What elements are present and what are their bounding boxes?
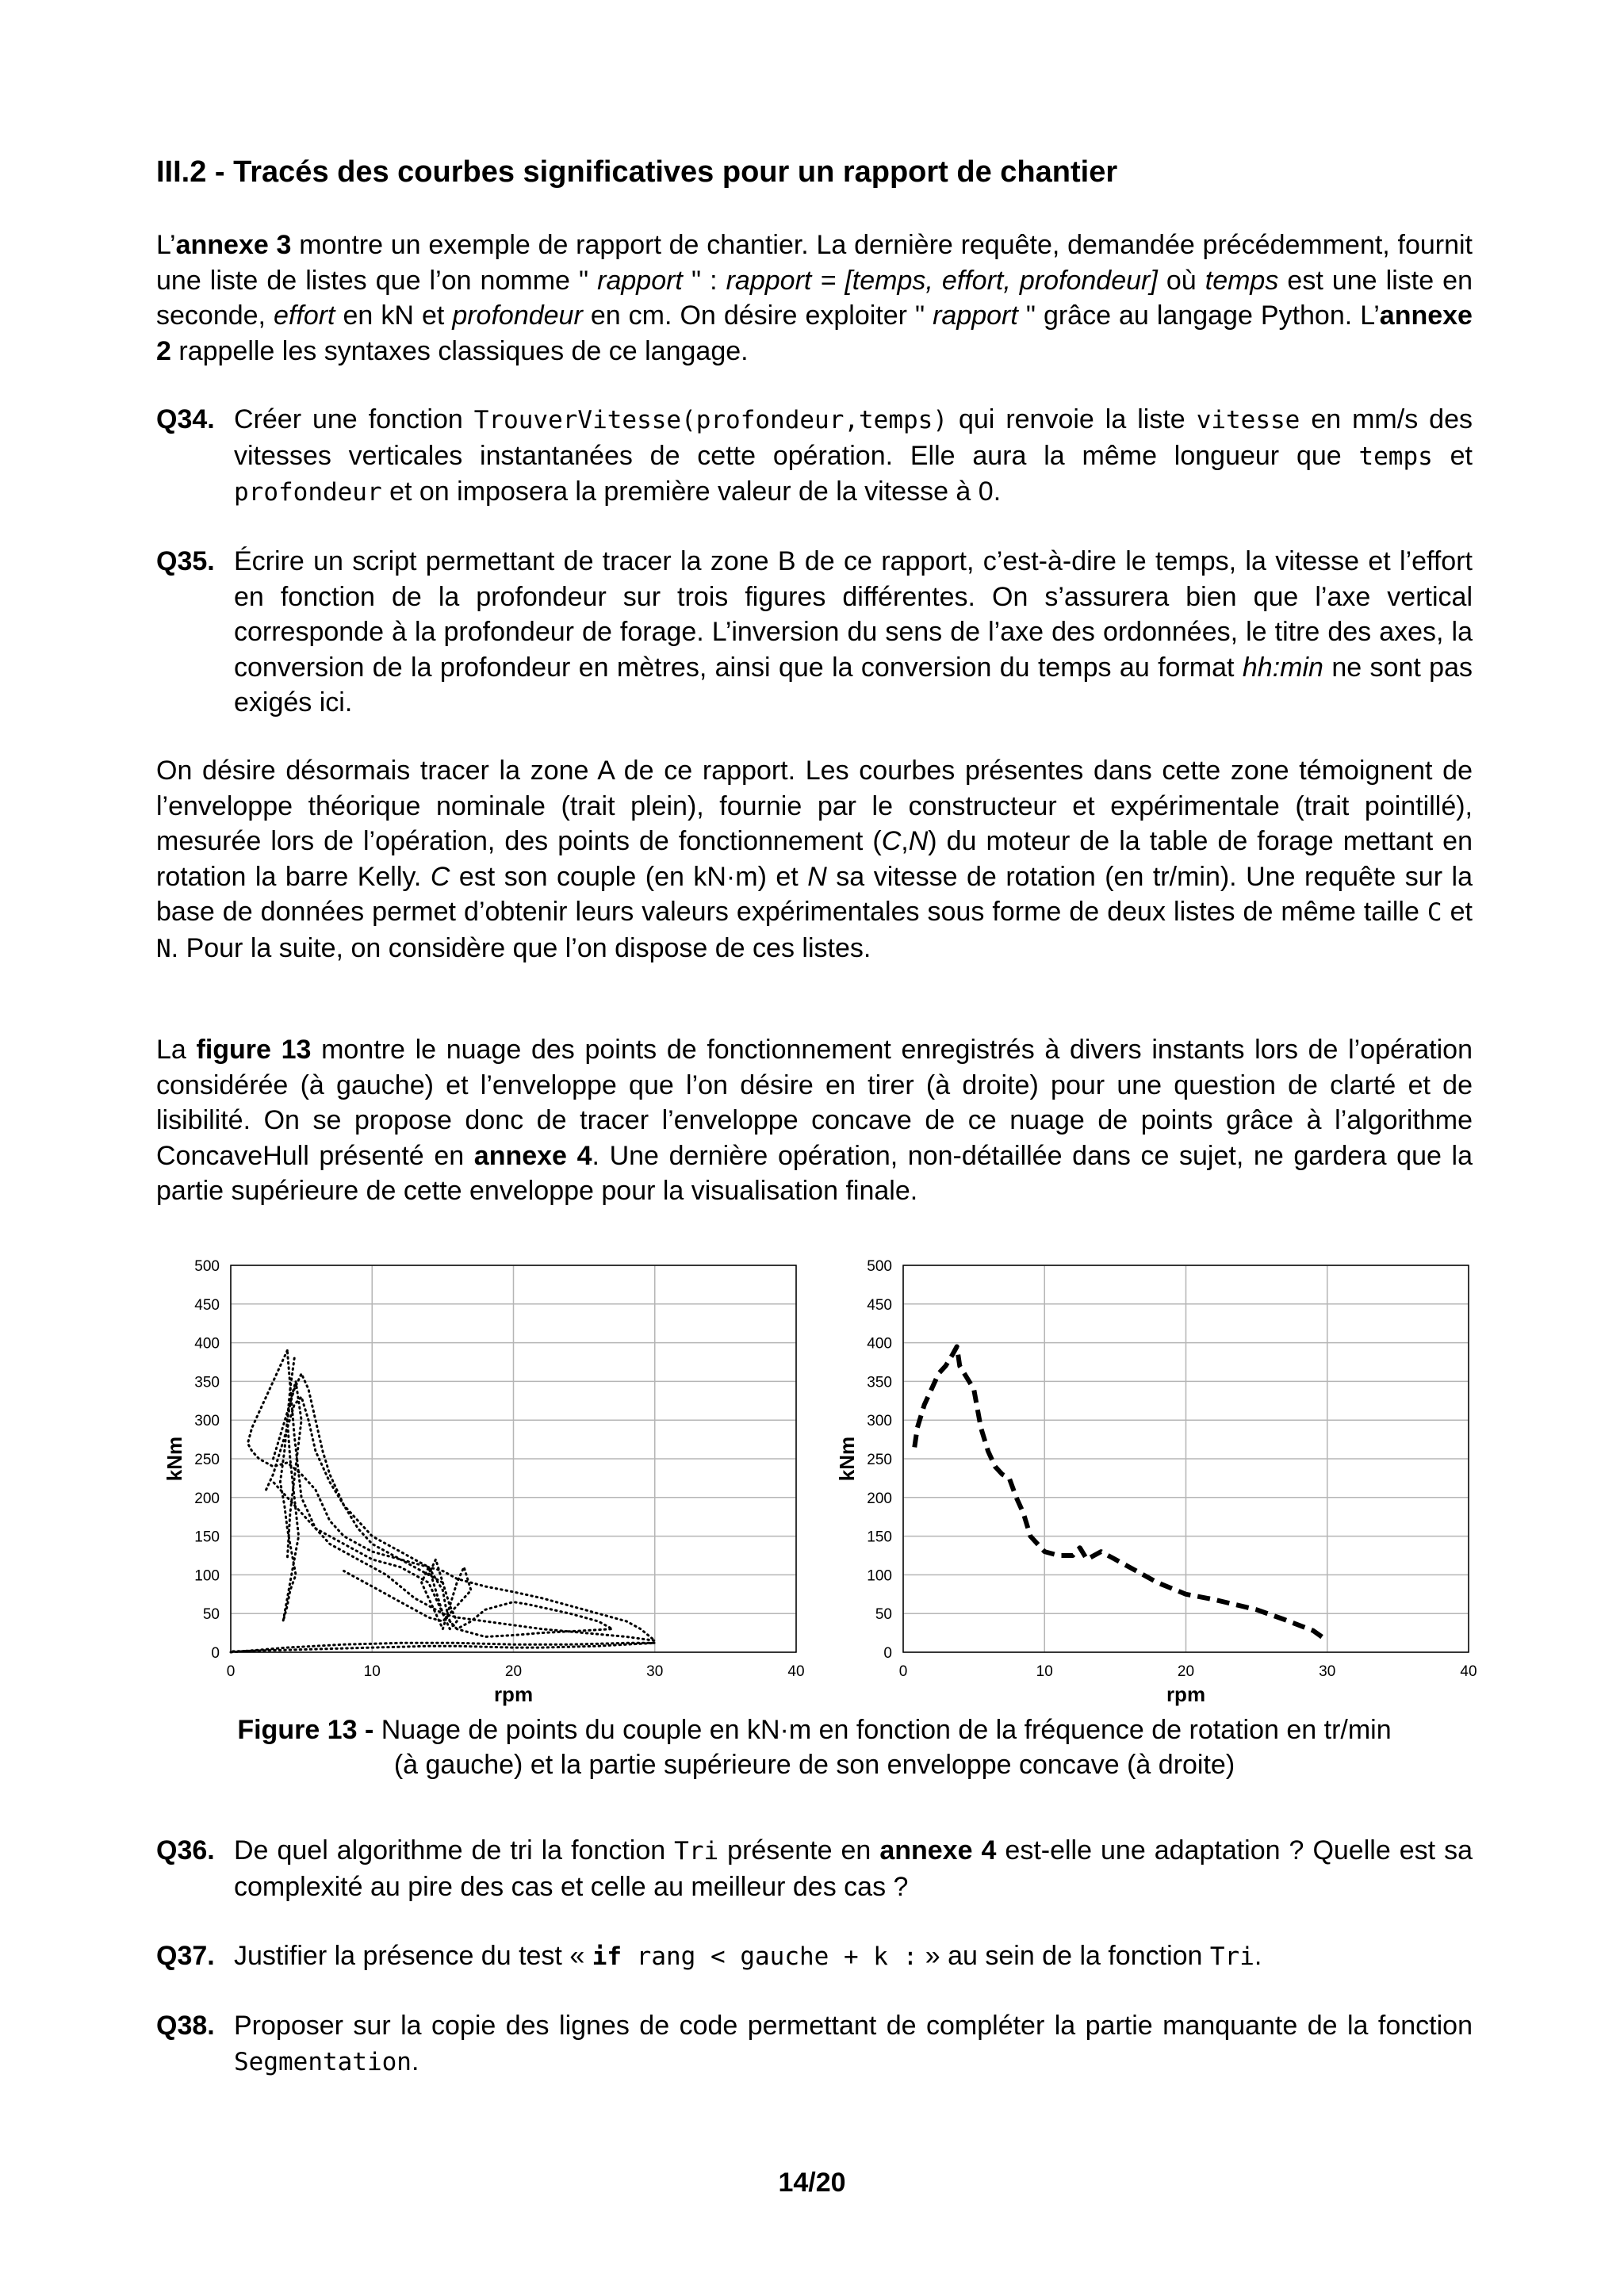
text: montre le nuage des points de fonctionnement enregistrés à divers instants lors de l’opération considérée (à gauche) et l’enveloppe que l’on désire en tirer (à droite) pour une question de clarté et de lisibilité. On se propose donc de tracer l’enveloppe concave de ce nuage de points grâce à l’algorithme ConcaveHull présenté en xyxy=(156,1035,1473,1171)
question-q35 xyxy=(156,544,1473,721)
y-tick-label: 300 xyxy=(194,1413,220,1430)
text: . Pour la suite, on considère que l’on dispose de ces listes. xyxy=(170,932,871,963)
term: temps xyxy=(1205,265,1279,296)
x-tick-label: 0 xyxy=(898,1663,908,1680)
x-tick-label: 20 xyxy=(504,1663,523,1680)
question-q37 xyxy=(156,1938,1473,1975)
y-tick-label: 150 xyxy=(194,1529,220,1546)
chart-1 xyxy=(163,1258,805,1706)
text: L’ xyxy=(156,230,176,260)
y-tick-label: 400 xyxy=(867,1335,892,1353)
y-tick-label: 0 xyxy=(211,1645,220,1662)
y-tick-label: 200 xyxy=(867,1490,892,1507)
term: rapport xyxy=(597,265,683,296)
code: Segmentation xyxy=(234,2047,412,2076)
caption-line-2: (à gauche) et la partie supérieure de son enveloppe concave (à droite) xyxy=(393,1750,1235,1780)
annexe-ref: annexe 4 xyxy=(879,1835,997,1866)
code: TrouverVitesse(profondeur,temps) xyxy=(473,406,948,434)
text: " : xyxy=(682,265,726,296)
x-tick-label: 30 xyxy=(646,1663,664,1680)
section-title: III.2 - Tracés des courbes significatives pour un rapport de chantier xyxy=(156,155,1118,189)
y-axis-label: kNm xyxy=(835,1436,859,1482)
text: Justifier la présence du test « xyxy=(234,1941,592,1971)
text: et on imposera la première valeur de la vitesse à 0. xyxy=(381,476,1002,507)
question-number: Q36. xyxy=(156,1835,215,1866)
annexe-ref: annexe 4 xyxy=(473,1140,592,1171)
question-q36 xyxy=(156,1833,1473,1904)
x-tick-label: 30 xyxy=(1319,1663,1336,1680)
code-keyword: if xyxy=(592,1942,622,1971)
y-axis-label: kNm xyxy=(163,1436,186,1482)
text: est une liste en seconde, xyxy=(156,265,1473,331)
text: On désire désormais tracer la zone A de ce rapport. Les courbes présentes dans cette zone témoignent de l’enveloppe théorique nominale (trait plein), fournie par le constructeur et expérimentale (trait pointillé), mesurée lors de l’opération, des points de fonctionnement ( xyxy=(156,756,1473,856)
x-tick-label: 40 xyxy=(1460,1663,1477,1680)
text: Écrire un script permettant de tracer la zone B de ce rapport, c’est-à-dire le temps, la vitesse et l’effort en fonction de la profondeur sur trois figures différentes. On s’assurera bien que l’axe vertical corresponde à la profondeur de forage. L’inversion du sens de l’axe des ordonnées, le titre des axes, la conversion de la profondeur en mètres, ainsi que la conversion du temps au format xyxy=(234,546,1473,683)
code: C xyxy=(1427,898,1442,927)
text: en mm/s des vitesses verticales instantanées de cette opération. Elle aura la même longueur que xyxy=(234,404,1473,471)
zone-a-paragraph xyxy=(156,753,1473,966)
text: . Une dernière opération, non-détaillée dans ce sujet, ne gardera que la partie supérieure de cette enveloppe pour la visualisation finale. xyxy=(156,1140,1473,1206)
y-tick-label: 400 xyxy=(194,1335,220,1353)
text: est-elle une adaptation ? Quelle est sa complexité au pire des cas et celle au meilleur des cas ? xyxy=(234,1835,1473,1902)
y-tick-label: 100 xyxy=(867,1567,892,1585)
formula: rapport = [temps, effort, profondeur] xyxy=(726,265,1158,296)
series-enveloppe xyxy=(914,1347,1327,1641)
text: présente en xyxy=(718,1835,880,1866)
question-number: Q35. xyxy=(156,546,215,576)
y-tick-label: 0 xyxy=(883,1645,892,1662)
y-tick-label: 100 xyxy=(194,1567,220,1585)
question-q34 xyxy=(156,402,1473,511)
page-number: 14/20 xyxy=(778,2168,846,2198)
x-axis-label: rpm xyxy=(1166,1682,1206,1706)
x-tick-label: 0 xyxy=(226,1663,236,1680)
y-tick-label: 350 xyxy=(867,1374,892,1391)
y-tick-label: 450 xyxy=(194,1296,220,1314)
text: , xyxy=(901,826,909,856)
question-q38 xyxy=(156,2008,1473,2080)
text: Proposer sur la copie des lignes de code permettant de compléter la partie manquante de la fonction xyxy=(234,2011,1473,2041)
series-nuage-5 xyxy=(344,1559,471,1629)
code: Tri xyxy=(674,1837,719,1866)
text: qui renvoie la liste xyxy=(948,404,1197,434)
x-tick-label: 10 xyxy=(1036,1663,1053,1680)
term: C xyxy=(881,826,902,856)
y-tick-label: 300 xyxy=(867,1413,892,1430)
figure-caption xyxy=(156,1712,1473,1782)
x-axis-label: rpm xyxy=(493,1682,534,1706)
question-text xyxy=(234,544,1473,721)
term: N xyxy=(908,826,929,856)
x-tick-label: 40 xyxy=(787,1663,805,1680)
text: où xyxy=(1157,265,1205,296)
caption-line-1: Nuage de points du couple en kN·m en fonction de la fréquence de rotation en tr/min xyxy=(373,1715,1392,1745)
series-nuage-1 xyxy=(247,1350,654,1640)
x-tick-label: 10 xyxy=(363,1663,381,1680)
y-tick-label: 50 xyxy=(202,1606,220,1624)
text: . xyxy=(411,2045,419,2076)
text: en kN et xyxy=(335,300,453,331)
text: montre un exemple de rapport de chantier. La dernière requête, demandée précédemment, fournit une liste de listes que l’on nomme " xyxy=(156,230,1473,296)
question-number: Q37. xyxy=(156,1941,215,1971)
text: La xyxy=(156,1035,197,1065)
x-tick-label: 20 xyxy=(1177,1663,1195,1680)
text: Créer une fonction xyxy=(234,404,474,434)
y-tick-label: 50 xyxy=(875,1606,892,1624)
term: profondeur xyxy=(452,300,583,331)
code: temps xyxy=(1358,442,1433,471)
figure-intro-paragraph xyxy=(156,1032,1473,1209)
term: N xyxy=(807,861,827,892)
figure-ref: figure 13 xyxy=(196,1035,312,1065)
text: ne sont pas exigés ici. xyxy=(234,652,1473,718)
code: vitesse xyxy=(1196,406,1300,434)
y-tick-label: 150 xyxy=(867,1529,892,1546)
question-text xyxy=(234,402,1473,511)
question-number: Q38. xyxy=(156,2011,215,2041)
y-tick-label: 250 xyxy=(194,1452,220,1468)
text: et xyxy=(1432,440,1473,471)
term: effort xyxy=(274,300,335,331)
annexe-ref: annexe 3 xyxy=(175,230,292,260)
term: C xyxy=(430,861,450,892)
text: . xyxy=(1254,1941,1262,1971)
text: » au sein de la fonction xyxy=(917,1941,1210,1971)
text: est son couple (en kN·m) et xyxy=(450,861,808,892)
y-tick-label: 500 xyxy=(867,1258,892,1275)
code: N xyxy=(156,934,171,963)
text: ) du moteur de la table de forage mettant en rotation la barre Kelly. xyxy=(156,826,1473,892)
code: Tri xyxy=(1209,1942,1254,1971)
y-tick-label: 450 xyxy=(867,1296,892,1314)
annexe-ref: annexe 2 xyxy=(156,300,1473,366)
term: hh:min xyxy=(1242,652,1323,683)
y-tick-label: 500 xyxy=(194,1258,220,1275)
chart-2 xyxy=(835,1258,1477,1706)
question-number: Q34. xyxy=(156,404,215,434)
figure-label: Figure 13 - xyxy=(237,1715,374,1745)
text: De quel algorithme de tri la fonction xyxy=(234,1835,675,1866)
text: rappelle les syntaxes classiques de ce langage. xyxy=(170,335,749,366)
intro-paragraph xyxy=(156,228,1473,369)
text: en cm. On désire exploiter " xyxy=(582,300,933,331)
text: et xyxy=(1442,897,1473,927)
y-tick-label: 350 xyxy=(194,1374,220,1391)
text: " grâce au langage Python. L’ xyxy=(1017,300,1380,331)
question-text xyxy=(234,2008,1473,2080)
text: sa vitesse de rotation (en tr/min). Une requête sur la base de données permet d’obtenir leurs valeurs expérimentales sous forme de deux listes de même taille xyxy=(156,861,1473,927)
code: rang < gauche + k : xyxy=(622,1942,918,1971)
code: profondeur xyxy=(234,478,382,507)
y-tick-label: 250 xyxy=(867,1452,892,1468)
figure-13 xyxy=(0,1237,1624,1712)
term: rapport xyxy=(933,300,1018,331)
question-text xyxy=(234,1938,1473,1975)
question-text xyxy=(234,1833,1473,1904)
series-nuage-4 xyxy=(231,1643,655,1652)
y-tick-label: 200 xyxy=(194,1490,220,1507)
